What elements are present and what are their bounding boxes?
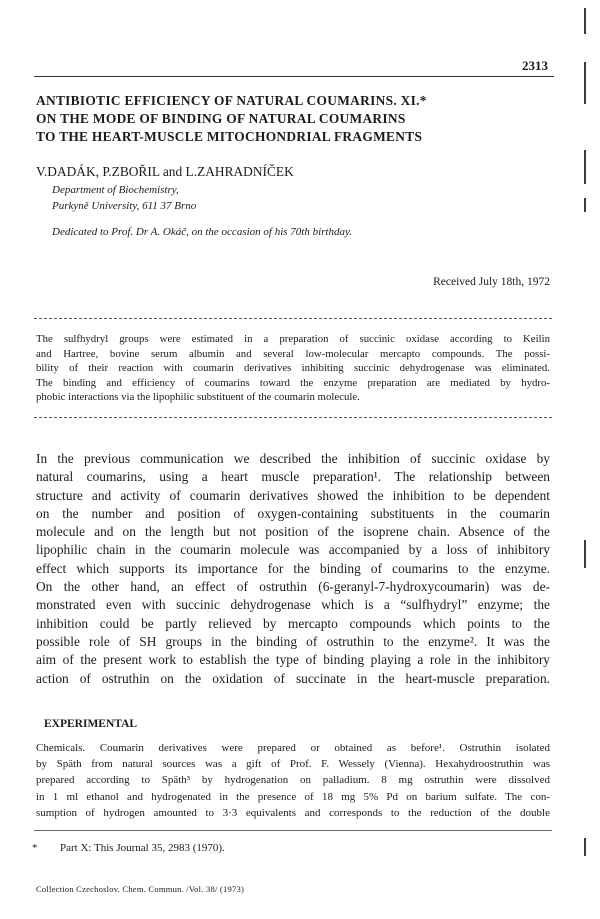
body-line: on the number and position of oxygen-containing substituents in the coumarin [36,505,550,521]
abstract-line: phobic interactions via the lipophilic substituent of the coumarin molecule. [36,391,360,404]
abstract-line: bility of their reaction with coumarin derivatives inhibiting succinic dehydrogenase was eliminated. [36,362,550,375]
abstract [36,332,550,405]
abstract-line: The sulfhydryl groups were estimated in a preparation of succinic oxidase according to Keilin [36,333,550,345]
edge-mark [584,198,586,212]
edge-mark [584,150,586,184]
section-heading: EXPERIMENTAL [44,718,138,730]
body-line: monstrated even with succinic dehydrogenase which is a “sulfhydryl” enzyme; the [36,597,550,613]
journal-footer: Collection Czechoslov. Chem. Commun. /Vol. 38/ (1973) [36,884,245,894]
footnote-marker: * [32,842,38,854]
body-line: effect which supports its importance for the binding of coumarins to the enzyme. [36,560,550,576]
body-line: possible role of SH groups in the binding of ostruthin to the enzyme². It was the [36,633,550,649]
experimental-line: by Späth from natural sources was a gift of Prof. F. Wessely (Vienna). Hexahydroostruthin was [36,758,550,771]
title-line: ANTIBIOTIC EFFICIENCY OF NATURAL COUMARINS. XI.* [36,93,427,108]
footnote-text: Part X: This Journal 35, 2983 (1970). [60,842,225,854]
affiliation-department: Department of Biochemistry, [52,184,179,196]
page-number: 2313 [522,58,548,73]
experimental-paragraph [36,740,550,821]
footnote-rule [34,830,552,831]
edge-mark [584,838,586,856]
title-line: TO THE HEART-MUSCLE MITOCHONDRIAL FRAGMENTS [36,129,423,144]
abstract-line: The binding and efficiency of coumarins toward the enzyme preparation are mediated by hydro- [36,376,550,389]
affiliation-university: Purkyně University, 611 37 Brno [52,200,197,212]
body-line: lipophilic chain in the coumarin molecule was accompanied by a loss of inhibitory [36,542,550,558]
body-line: On the other hand, an effect of ostruthin (6-geranyl-7-hydroxycoumarin) was de- [36,579,550,595]
experimental-line: sumption of hydrogen amounted to 3·3 equivalents and corresponds to the reduction of the double [36,806,550,819]
header-rule [34,76,554,77]
edge-mark [584,8,586,34]
abstract-top-rule [34,318,552,319]
body-line: molecule and on the length but not position of the isoprene chain. Absence of the [36,524,550,540]
introduction-paragraph [36,450,550,688]
edge-mark [584,62,586,104]
experimental-line: in 1 ml ethanol and hydrogenated in the presence of 18 mg 5% Pd on barium sulfate. The con- [36,790,550,803]
body-line: inhibition could be partly relieved by mercapto compounds which points to the [36,615,550,631]
experimental-line: prepared according to Späth³ by hydrogenation on palladium. 8 mg ostruthin were dissolved [36,774,550,787]
article-title [36,92,556,146]
edge-mark [584,540,586,568]
body-line: natural coumarins, using a heart muscle preparation¹. The relationship between [36,469,550,485]
abstract-bottom-rule [34,417,552,418]
body-line: action of ostruthin on the oxidation of succinate in the heart-muscle preparation. [36,670,550,686]
received-date: Received July 18th, 1972 [433,276,550,288]
experimental-line: Chemicals. Coumarin derivatives were prepared or obtained as before¹. Ostruthin isolated [36,742,550,754]
author-list: V.DADÁK, P.ZBOŘIL and L.ZAHRADNÍČEK [36,164,294,179]
body-line: structure and activity of coumarin derivatives showed the inhibition to be dependent [36,487,550,503]
footnote [32,842,225,854]
dedication: Dedicated to Prof. Dr A. Okáč, on the occasion of his 70th birthday. [52,226,353,238]
abstract-line: and Hartree, bovine serum albumin and several low-molecular mercapto compounds. The possi- [36,347,550,360]
body-line: In the previous communication we described the inhibition of succinic oxidase by [36,451,550,466]
body-line: aim of the present work to establish the type of binding playing a role in the inhibitory [36,652,550,668]
title-line: ON THE MODE OF BINDING OF NATURAL COUMARINS [36,111,406,126]
